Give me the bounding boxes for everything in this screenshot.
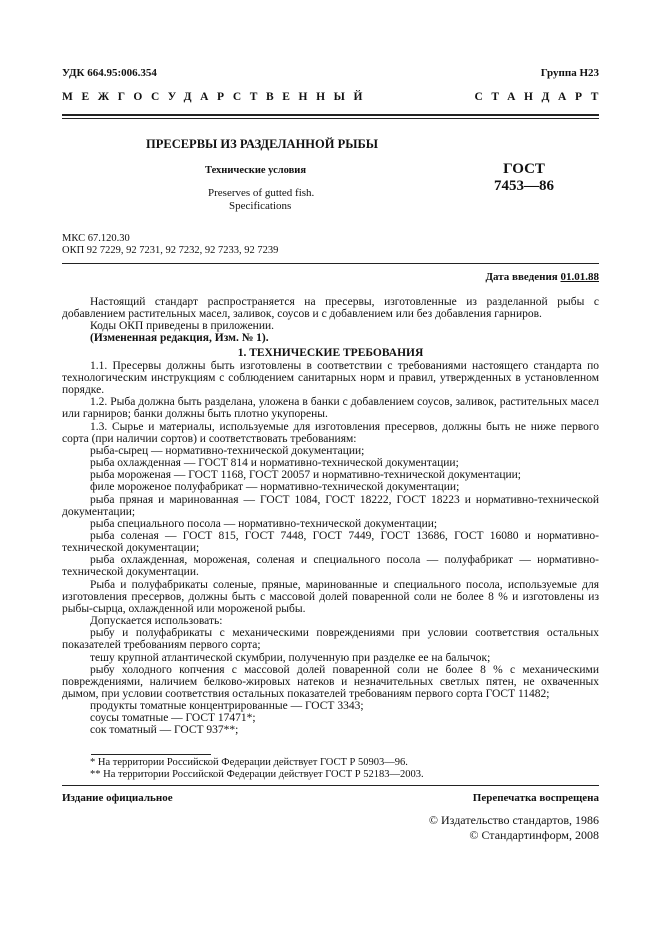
footnotes <box>62 757 599 781</box>
body-paragraph: сок томатный — ГОСТ 937**; <box>90 724 239 737</box>
footnote-separator <box>91 754 211 755</box>
document-body <box>62 296 599 737</box>
body-paragraph: Рыба и полуфабрикаты соленые, пряные, маринованные и специального посола, используемые для изготовления пресервов, должны быть с массовой долей поваренной соли не более 8 % и изготовлены из рыбы-сырца, охлажденной или мороженой рыбы. <box>62 578 599 615</box>
standard-type-word-2: СТАНДАРТ <box>474 91 607 103</box>
document-title: ПРЕСЕРВЫ ИЗ РАЗДЕЛАННОЙ РЫБЫ <box>146 137 379 151</box>
body-paragraph: рыбу и полуфабрикаты с механическими повреждениями при условии соответствия остальных показателей требованиям первого сорта; <box>62 627 599 652</box>
introduction-date-value: 01.01.88 <box>560 271 599 283</box>
body-paragraph: филе мороженое полуфабрикат — нормативно-технической документации; <box>90 481 460 494</box>
intro-paragraph: Настоящий стандарт распространяется на пресервы, изготовленные из разделанной рыбы с добавлением растительных масел, заливок, соусов и с добавлением или без добавления гарниров. <box>62 296 599 321</box>
body-paragraph: рыбу холодного копчения с массовой долей поваренной соли не более 8 % с механическими повреждениями, наличием белково-жировых натеков и незначительных светлых пятен, не охваченных дымом, при условии соответствия остальных показателей требованиям первого сорта ГОСТ 11482; <box>62 663 599 700</box>
group-code: Группа Н23 <box>540 67 599 79</box>
body-paragraph: соусы томатные — ГОСТ 17471*; <box>90 712 256 725</box>
footnote-2: ** На территории Российской Федерации действует ГОСТ Р 52183—2003. <box>90 769 424 780</box>
body-paragraph: Допускается использовать: <box>90 615 223 628</box>
body-paragraph: рыба охлажденная — ГОСТ 814 и нормативно-технической документации; <box>90 457 459 470</box>
document-subtitle: Технические условия <box>205 165 307 176</box>
body-paragraph: 1.2. Рыба должна быть разделана, уложена в банки с добавлением соусов, заливок, растительных масел или гарниров; банки должны быть плотно укупорены. <box>62 396 599 421</box>
section-heading: 1. ТЕХНИЧЕСКИЕ ТРЕБОВАНИЯ <box>237 346 424 359</box>
introduction-date-label: Дата введения <box>485 271 558 283</box>
intro-okp-note: Коды ОКП приведены в приложении. <box>90 320 275 333</box>
mks-code: МКС 67.120.30 <box>62 233 130 244</box>
body-paragraph: рыба охлажденная, мороженая, соленая и специального посола — полуфабрикат — нормативно-технической документации. <box>62 554 599 579</box>
body-paragraph: 1.1. Пресервы должны быть изготовлены в соответствии с требованиями настоящего стандарта по технологическим инструкциям с соблюдением санитарных норм и правил, утвержденных в установленном порядке. <box>62 359 599 397</box>
udc-code: УДК 664.95:006.354 <box>62 67 157 79</box>
copyright-2008: © Стандартинформ, 2008 <box>469 828 599 842</box>
amendment-note: (Измененная редакция, Изм. № 1). <box>90 332 269 345</box>
body-paragraph: рыба пряная и маринованная — ГОСТ 1084, ГОСТ 18222, ГОСТ 18223 и нормативно-технической документации; <box>62 493 599 518</box>
english-title-line-1: Preserves of gutted fish. <box>208 187 315 199</box>
standard-type-word-1: МЕЖГОСУДАРСТВЕННЫЙ <box>62 91 372 103</box>
footer-rule <box>62 785 599 786</box>
codes-rule <box>62 263 599 264</box>
body-paragraph: рыба мороженая — ГОСТ 1168, ГОСТ 20057 и нормативно-технической документации; <box>90 469 521 482</box>
gost-number: 7453—86 <box>494 178 554 194</box>
body-paragraph: тешу крупной атлантической скумбрии, полученную при разделке ее на балычок; <box>90 651 491 664</box>
introduction-date <box>485 271 599 283</box>
body-paragraph: продукты томатные концентрированные — ГОСТ 3343; <box>90 700 364 713</box>
body-paragraph: рыба соленая — ГОСТ 815, ГОСТ 7448, ГОСТ 7449, ГОСТ 13686, ГОСТ 16080 и нормативно-технической документации; <box>62 529 599 555</box>
body-paragraph: рыба-сырец — нормативно-технической документации; <box>90 444 365 457</box>
header-rule-thin <box>62 118 599 119</box>
official-edition-label: Издание официальное <box>62 792 173 804</box>
body-paragraph: рыба специального посола — нормативно-технической документации; <box>90 517 438 530</box>
gost-label: ГОСТ <box>503 161 545 177</box>
body-paragraph: 1.3. Сырье и материалы, используемые для изготовления пресервов, должны быть не ниже первого сорта (при наличии сортов) и соответствовать требованиям: <box>62 420 599 445</box>
header-rule-thick <box>62 114 599 116</box>
english-title-line-2: Specifications <box>229 200 292 212</box>
copyright-1986: © Издательство стандартов, 1986 <box>428 813 599 827</box>
reprint-prohibited-label: Перепечатка воспрещена <box>472 792 599 804</box>
footnote-1: * На территории Российской Федерации действует ГОСТ Р 50903—96. <box>90 757 408 768</box>
okp-codes: ОКП 92 7229, 92 7231, 92 7232, 92 7233, 92 7239 <box>62 245 279 256</box>
